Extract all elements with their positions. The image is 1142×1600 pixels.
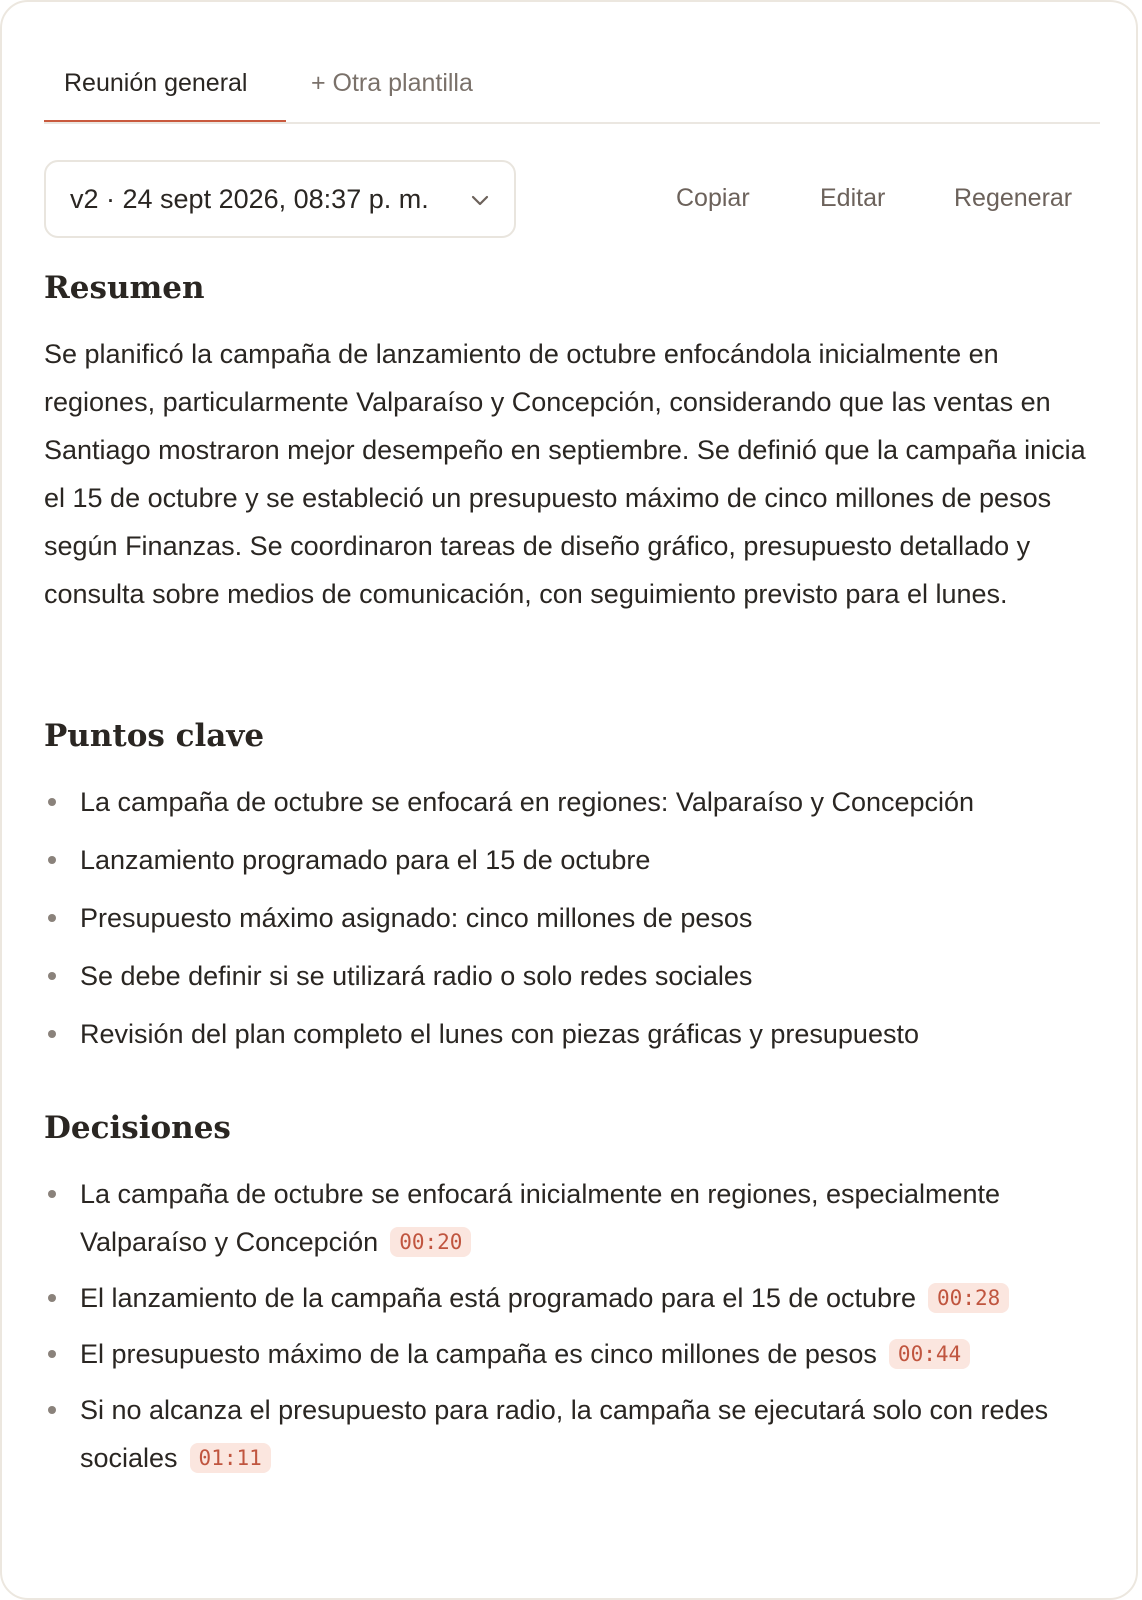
- timestamp-badge[interactable]: 00:28: [928, 1283, 1009, 1313]
- list-item: [44, 1386, 1104, 1482]
- edit-button[interactable]: Editar: [820, 184, 886, 212]
- key-points-list: [44, 778, 1104, 1068]
- list-item: Lanzamiento programado para el 15 de octubre: [44, 836, 1104, 884]
- list-item: [44, 1274, 1104, 1322]
- timestamp-badge[interactable]: 00:20: [390, 1227, 471, 1257]
- summary-heading: Resumen: [44, 270, 205, 306]
- timestamp-badge[interactable]: 00:44: [889, 1339, 970, 1369]
- copy-button[interactable]: Copiar: [676, 184, 750, 212]
- list-item: La campaña de octubre se enfocará en regiones: Valparaíso y Concepción: [44, 778, 1104, 826]
- decision-text: La campaña de octubre se enfocará inicialmente en regiones, especialmente Valparaíso y Concepción: [80, 1179, 1001, 1257]
- list-item: Presupuesto máximo asignado: cinco millones de pesos: [44, 894, 1104, 942]
- decision-text: El presupuesto máximo de la campaña es cinco millones de pesos: [80, 1339, 877, 1369]
- decision-text: Si no alcanza el presupuesto para radio, la campaña se ejecutará solo con redes sociales: [80, 1395, 1049, 1473]
- key-points-heading: Puntos clave: [44, 718, 265, 754]
- list-item: [44, 1170, 1104, 1266]
- decision-text: El lanzamiento de la campaña está programado para el 15 de octubre: [80, 1283, 917, 1313]
- version-select[interactable]: [44, 160, 516, 238]
- decisions-list: [44, 1170, 1104, 1490]
- regenerate-button[interactable]: Regenerar: [954, 184, 1073, 212]
- tab-label: Reunión general: [64, 69, 248, 97]
- template-tabs: [44, 54, 1100, 124]
- chevron-down-icon: [470, 190, 490, 210]
- tab-reunion-general[interactable]: [44, 68, 286, 120]
- version-label: v2 · 24 sept 2026, 08:37 p. m.: [70, 183, 429, 214]
- timestamp-badge[interactable]: 01:11: [190, 1443, 271, 1473]
- list-item: Revisión del plan completo el lunes con piezas gráficas y presupuesto: [44, 1010, 1104, 1058]
- list-item: [44, 1330, 1104, 1378]
- decisions-heading: Decisiones: [44, 1110, 231, 1146]
- summary-text: Se planificó la campaña de lanzamiento de octubre enfocándola inicialmente en regiones, particularmente Valparaíso y Concepción, considerando que las ventas en Santiago mostraron mejor desempeño en septiembre. Se definió que la campaña inicia el 15 de octubre y se estableció un presupuesto máximo de cinco millones de pesos según Finanzas. Se coordinaron tareas de diseño gráfico, presupuesto detallado y consulta sobre medios de comunicación, con seguimiento previsto para el lunes.: [44, 339, 1086, 609]
- tab-label: + Otra plantilla: [311, 69, 473, 97]
- list-item: Se debe definir si se utilizará radio o solo redes sociales: [44, 952, 1104, 1000]
- tab-otra-plantilla[interactable]: [311, 68, 473, 120]
